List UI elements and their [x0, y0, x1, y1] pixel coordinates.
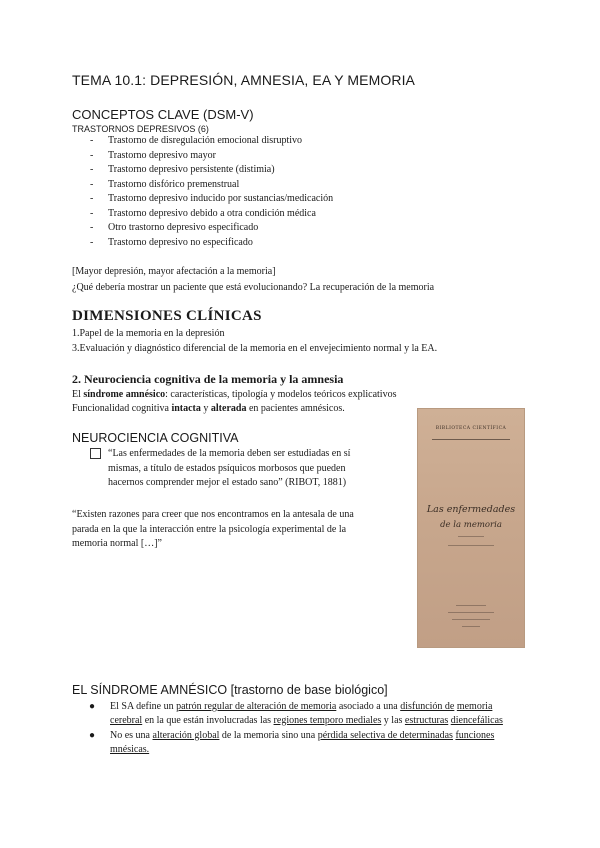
trastornos-list	[90, 134, 510, 250]
bullet-icon: ●	[89, 730, 96, 741]
bullet-icon: ●	[89, 701, 96, 712]
list-item: ● El SA define un patrón regular de alteración de memoria asociado a una disfunción de memoria cerebral en la que están involucradas las regiones temporo mediales y las estructuras diencefálicas	[89, 701, 503, 726]
list-item: - Trastorno depresivo inducido por sustancias/medicación	[90, 192, 510, 207]
neuro-line-2: Funcionalidad cognitiva intacta y alterada en pacientes amnésicos.	[72, 403, 345, 414]
list-item: - Trastorno de disregulación emocional disruptivo	[90, 134, 510, 149]
conceptos-heading: CONCEPTOS CLAVE (DSM-V)	[72, 107, 254, 122]
sindrome-heading: EL SÍNDROME AMNÉSICO [trastorno de base biológico]	[72, 683, 388, 697]
dimensiones-line-2: 3.Evaluación y diagnóstico diferencial de la memoria en el envejecimiento normal y la EA.	[72, 343, 438, 354]
note-depresion: [Mayor depresión, mayor afectación a la memoria]	[72, 266, 276, 277]
page-title: TEMA 10.1: DEPRESIÓN, AMNESIA, EA Y MEMORIA	[72, 72, 415, 88]
list-item: - Trastorno depresivo debido a otra condición médica	[90, 207, 510, 222]
ribot-quote: “Las enfermedades de la memoria deben ser estudiadas en sí mismas, a título de estados psíquicos morbosos que pueden hacernos comprender mejor el estado sano” (RIBOT, 1881)	[108, 448, 351, 488]
book-top-label: BIBLIOTECA CIENTÍFICA	[435, 426, 507, 431]
antesala-quote: “Existen razones para creer que nos encontramos en la antesala de una parada en la que la interacción entre la psicología experimental de la memoria normal […]”	[72, 509, 354, 549]
neurociencia-heading: NEUROCIENCIA COGNITIVA	[72, 431, 239, 445]
book-title-line-2: de la memoria	[440, 520, 502, 530]
book-title-line-1: Las enfermedades	[426, 504, 516, 515]
list-item: - Trastorno depresivo mayor	[90, 149, 510, 164]
conceptos-subheading: TRASTORNOS DEPRESIVOS (6)	[72, 124, 209, 134]
list-item: - Trastorno depresivo persistente (distimia)	[90, 163, 510, 178]
list-item: - Trastorno depresivo no especificado	[90, 236, 510, 251]
neuro-section-heading: 2. Neurociencia cognitiva de la memoria y la amnesia	[72, 372, 344, 386]
list-item: ● No es una alteración global de la memoria sino una pérdida selectiva de determinadas funciones mnésicas.	[89, 730, 495, 755]
book-cover-image	[417, 408, 525, 648]
checkbox-icon[interactable]	[90, 448, 101, 459]
list-item: - Trastorno disfórico premenstrual	[90, 178, 510, 193]
dimensiones-line-1: 1.Papel de la memoria en la depresión	[72, 328, 225, 339]
dimensiones-heading: DIMENSIONES CLÍNICAS	[72, 308, 262, 324]
list-item: - Otro trastorno depresivo especificado	[90, 221, 510, 236]
neuro-line-1: El síndrome amnésico: características, tipología y modelos teóricos explicativos	[72, 389, 397, 400]
note-evolucion: ¿Qué debería mostrar un paciente que está evolucionando? La recuperación de la memoria	[72, 282, 435, 293]
sindrome-bullets	[72, 700, 512, 756]
